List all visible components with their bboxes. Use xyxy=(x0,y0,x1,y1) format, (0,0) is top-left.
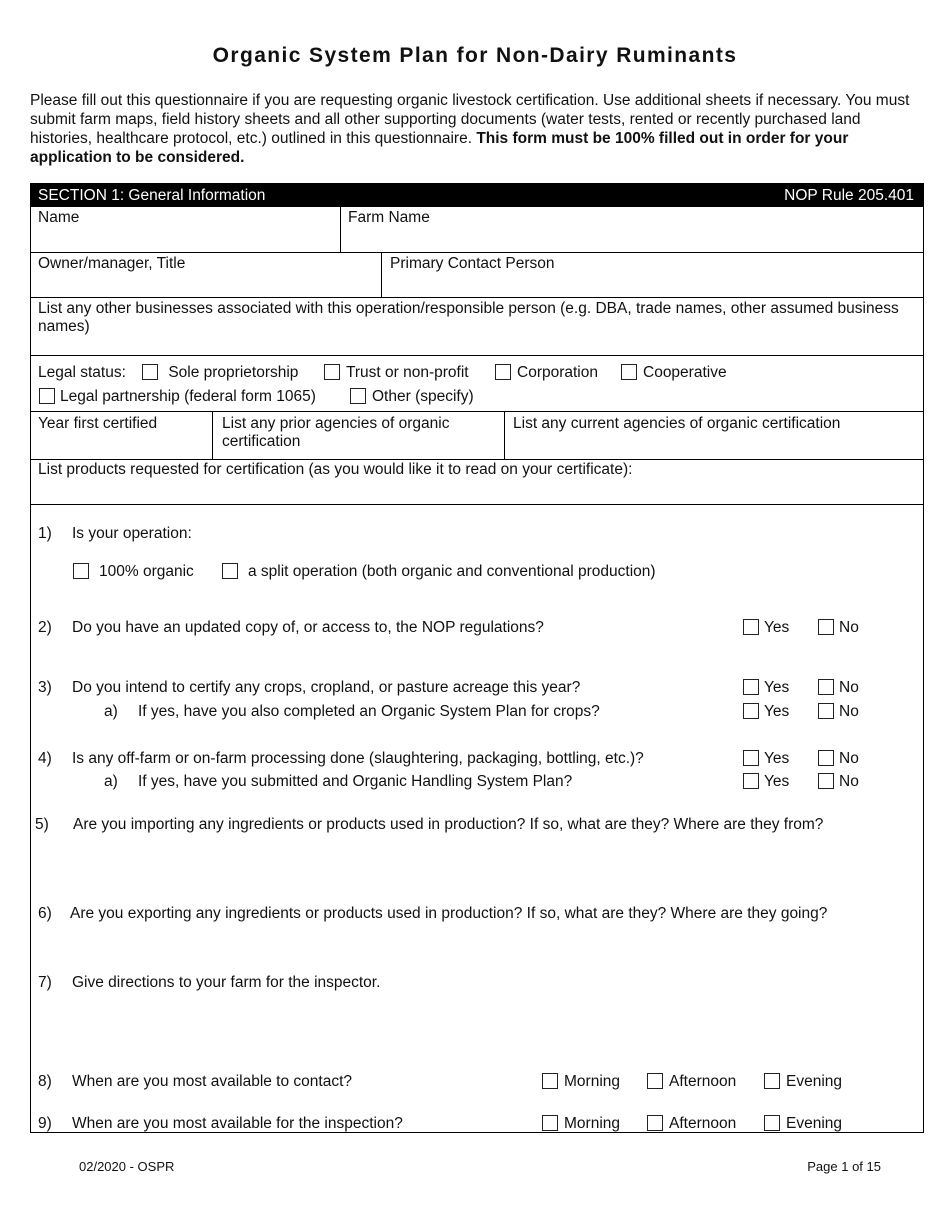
legal-option-cooperative[interactable]: Cooperative xyxy=(621,364,727,382)
q4a-no[interactable]: No xyxy=(818,773,859,791)
q7-number: 7) xyxy=(38,974,52,991)
form-frame xyxy=(30,207,924,1132)
checkbox[interactable] xyxy=(350,388,366,404)
q9-number: 9) xyxy=(38,1115,52,1132)
q4-no[interactable]: No xyxy=(818,750,859,768)
intro-text: Please fill out this questionnaire if you are requesting organic livestock certification. Use additional sheets if necessary. You must submit farm maps, field history sheets and all other supporting documents (water tests, rented or recently purchased land histories, healthcare protocol, etc.) outlined in this questionnaire. xyxy=(30,92,910,147)
prior-agencies-label: List any prior agencies of organic certification xyxy=(222,415,450,450)
q2-text: Do you have an updated copy of, or access to, the NOP regulations? xyxy=(72,619,544,636)
q1-number: 1) xyxy=(38,525,52,542)
page-title: Organic System Plan for Non-Dairy Ruminants xyxy=(212,44,738,67)
divider xyxy=(30,355,924,356)
legal-option-trust[interactable]: Trust or non-profit xyxy=(324,364,469,382)
checkbox[interactable] xyxy=(818,703,834,719)
q3a-yes[interactable]: Yes xyxy=(743,703,789,721)
q8-morning[interactable]: Morning xyxy=(542,1073,620,1091)
legal-option-partnership[interactable]: Legal partnership (federal form 1065) xyxy=(39,388,316,406)
q1-option-100-organic[interactable]: 100% organic xyxy=(73,563,194,581)
q4a-yes[interactable]: Yes xyxy=(743,773,789,791)
section-1-header xyxy=(30,183,924,207)
intro-bold-text: This form must be 100% filled out in order for your application to be considered. xyxy=(30,130,849,166)
q2-no[interactable]: No xyxy=(818,619,859,637)
checkbox[interactable] xyxy=(743,679,759,695)
checkbox[interactable] xyxy=(818,679,834,695)
current-agencies-label: List any current agencies of organic certification xyxy=(513,415,841,432)
q5-text: Are you importing any ingredients or products used in production? If so, what are they? Where are they from? xyxy=(73,816,824,833)
footer-page-number: Page 1 of 15 xyxy=(807,1159,881,1174)
q3-text: Do you intend to certify any crops, cropland, or pasture acreage this year? xyxy=(72,679,581,696)
q7-text: Give directions to your farm for the inspector. xyxy=(72,974,381,991)
checkbox[interactable] xyxy=(743,750,759,766)
divider xyxy=(212,411,213,459)
products-field[interactable] xyxy=(31,480,923,504)
checkbox[interactable] xyxy=(818,619,834,635)
legal-option-other[interactable]: Other (specify) xyxy=(350,388,474,406)
q5-number: 5) xyxy=(35,816,49,833)
name-field[interactable] xyxy=(31,207,339,252)
checkbox[interactable] xyxy=(647,1115,663,1131)
q4-text: Is any off-farm or on-farm processing done (slaughtering, packaging, bottling, etc.)? xyxy=(72,750,644,767)
checkbox[interactable] xyxy=(647,1073,663,1089)
checkbox[interactable] xyxy=(743,703,759,719)
owner-field[interactable] xyxy=(31,253,380,297)
name-label: Name xyxy=(38,209,80,226)
divider xyxy=(30,411,924,412)
q4a-subquestion: a) If yes, have you submitted and Organic Handling System Plan? xyxy=(104,773,573,790)
owner-label: Owner/manager, Title xyxy=(38,255,186,272)
section-1-label: SECTION 1: General Information xyxy=(38,187,266,204)
legal-status-label: Legal status: xyxy=(38,364,126,381)
q9-evening[interactable]: Evening xyxy=(764,1115,842,1133)
q8-text: When are you most available to contact? xyxy=(72,1073,353,1090)
checkbox[interactable] xyxy=(764,1115,780,1131)
q4-yes[interactable]: Yes xyxy=(743,750,789,768)
q8-afternoon[interactable]: Afternoon xyxy=(647,1073,736,1091)
q3a-no[interactable]: No xyxy=(818,703,859,721)
checkbox[interactable] xyxy=(818,750,834,766)
checkbox[interactable] xyxy=(818,773,834,789)
q6-number: 6) xyxy=(38,905,52,922)
other-businesses-label: List any other businesses associated with this operation/responsible person (e.g. DBA, trade names, other assumed business names) xyxy=(38,300,899,335)
checkbox[interactable] xyxy=(142,364,158,380)
q3-yes[interactable]: Yes xyxy=(743,679,789,697)
checkbox[interactable] xyxy=(39,388,55,404)
q8-evening[interactable]: Evening xyxy=(764,1073,842,1091)
checkbox[interactable] xyxy=(542,1115,558,1131)
primary-contact-field[interactable] xyxy=(382,253,923,297)
q5-answer-field[interactable] xyxy=(72,838,912,898)
checkbox[interactable] xyxy=(743,773,759,789)
legal-option-sole-proprietorship[interactable]: Sole proprietorship xyxy=(142,364,298,382)
checkbox[interactable] xyxy=(542,1073,558,1089)
divider xyxy=(30,297,924,298)
footer-date: 02/2020 - OSPR xyxy=(79,1159,175,1174)
farm-name-label: Farm Name xyxy=(348,209,430,226)
q9-afternoon[interactable]: Afternoon xyxy=(647,1115,736,1133)
products-label: List products requested for certification (as you would like it to read on your certificate): xyxy=(38,461,633,478)
q2-number: 2) xyxy=(38,619,52,636)
q8-number: 8) xyxy=(38,1073,52,1090)
q4-number: 4) xyxy=(38,750,52,767)
year-first-certified-label: Year first certified xyxy=(38,415,158,432)
divider xyxy=(30,504,924,505)
q2-yes[interactable]: Yes xyxy=(743,619,789,637)
q1-text: Is your operation: xyxy=(72,525,192,542)
divider xyxy=(504,411,505,459)
q3-number: 3) xyxy=(38,679,52,696)
checkbox[interactable] xyxy=(495,364,511,380)
q9-morning[interactable]: Morning xyxy=(542,1115,620,1133)
q3-no[interactable]: No xyxy=(818,679,859,697)
q6-text: Are you exporting any ingredients or products used in production? If so, what are they? Where are they going? xyxy=(70,905,828,922)
checkbox[interactable] xyxy=(324,364,340,380)
q7-answer-field[interactable] xyxy=(72,996,912,1062)
legal-option-corporation[interactable]: Corporation xyxy=(495,364,598,382)
farm-name-field[interactable] xyxy=(341,207,923,252)
nop-rule-label: NOP Rule 205.401 xyxy=(784,187,914,204)
q1-option-split[interactable]: a split operation (both organic and conventional production) xyxy=(222,563,656,581)
checkbox[interactable] xyxy=(743,619,759,635)
primary-contact-label: Primary Contact Person xyxy=(390,255,555,272)
checkbox[interactable] xyxy=(621,364,637,380)
q3a-subquestion: a) If yes, have you also completed an Organic System Plan for crops? xyxy=(104,703,600,720)
intro-paragraph xyxy=(30,91,920,167)
checkbox[interactable] xyxy=(222,563,238,579)
divider xyxy=(30,459,924,460)
q9-text: When are you most available for the inspection? xyxy=(72,1115,403,1132)
checkbox[interactable] xyxy=(73,563,89,579)
checkbox[interactable] xyxy=(764,1073,780,1089)
q6-answer-field[interactable] xyxy=(72,926,912,968)
